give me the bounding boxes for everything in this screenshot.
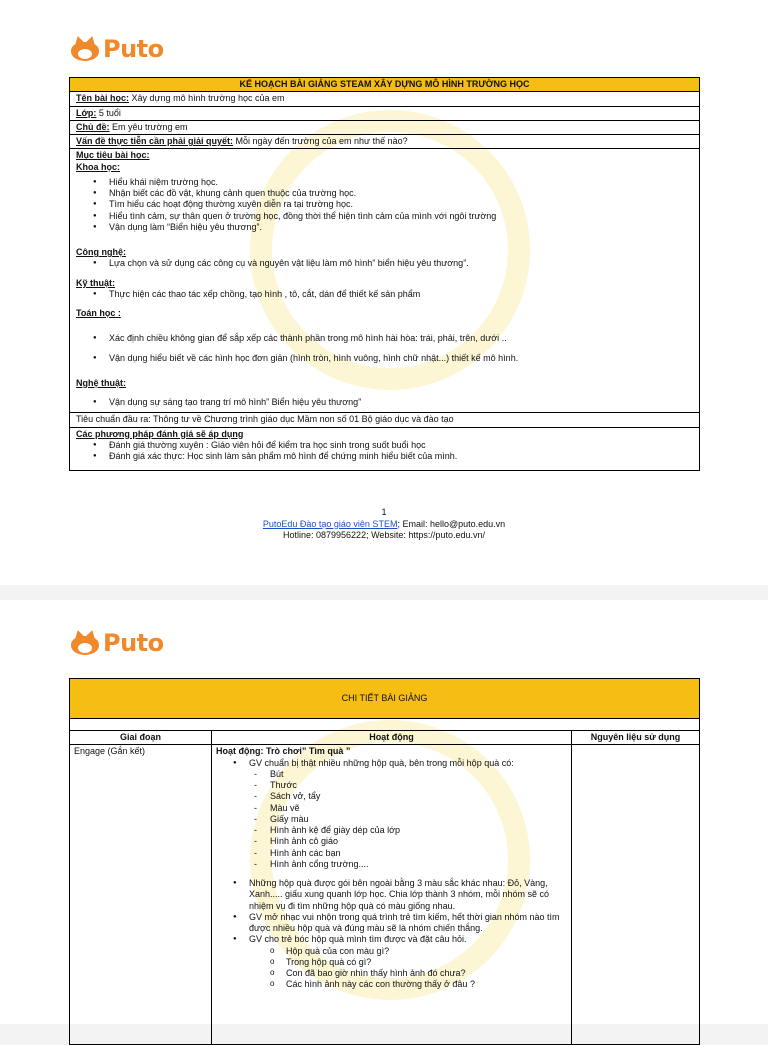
gift-item: - Sách vở, tẩy xyxy=(216,791,567,802)
assessment-label: Các phương pháp đánh giá sẽ áp dụng xyxy=(76,428,244,439)
footer-hotline: Hotline: 0879956222; Website: https://puto.edu.vn/ xyxy=(283,530,485,541)
gift-item: - Hình ảnh cổng trường.... xyxy=(216,859,567,870)
list-item: ● Vận dụng sự sáng tạo trang trí mô hình” Biển hiệu yêu thương” xyxy=(76,397,693,408)
lesson-plan-table xyxy=(69,77,700,471)
problem-row: Vấn đề thực tiễn cần phải giải quyết: Mỗi ngày đến trường của em như thế nào? xyxy=(70,135,700,149)
blank-row xyxy=(70,719,700,731)
list-item: ● Tìm hiểu các hoạt động thường xuyên diễn ra tại trường học. xyxy=(76,199,693,210)
page-footer xyxy=(0,507,768,542)
gift-item: - Hình ảnh cô giáo xyxy=(216,836,567,847)
page-number: 1 xyxy=(381,507,387,517)
list-item: ● Vận dụng hiểu biết về các hình học đơn giản (hình tròn, hình vuông, hình chữ nhật...) thiết kế mô hình. xyxy=(76,353,693,364)
topic-row: Chủ đề: Em yêu trường em xyxy=(70,120,700,134)
list-item: ● Nhận biết các đồ vật, khung cảnh quen thuộc của trường học. xyxy=(76,188,693,199)
column-header-materials: Nguyên liệu sử dụng xyxy=(572,731,700,745)
gift-item: - Thước xyxy=(216,780,567,791)
activity-title: Hoạt động: Trò chơi” Tìm quà ” xyxy=(216,746,351,757)
puto-logo xyxy=(70,34,164,64)
list-item: ● Đánh giá xác thực: Học sinh làm sản phẩm mô hình để chứng minh hiểu biết của mình. xyxy=(76,451,693,462)
column-header-stage: Giai đoạn xyxy=(70,731,212,745)
question-item: o Con đã bao giờ nhìn thấy hình ảnh đó chưa? xyxy=(216,968,567,979)
lesson-detail-title: CHI TIẾT BÀI GIẢNG xyxy=(70,679,700,719)
class-row: Lớp: 5 tuổi xyxy=(70,106,700,120)
lesson-plan-title: KẾ HOẠCH BÀI GIẢNG STEAM XÂY DỰNG MÔ HÌNH TRƯỜNG HỌC xyxy=(70,78,700,92)
stage-cell: Engage (Gắn kết) xyxy=(70,745,212,1045)
science-label: Khoa học: xyxy=(76,161,120,172)
list-item: ● Thực hiện các thao tác xếp chồng, tạo hình , tô, cắt, dán để thiết kế sản phẩm xyxy=(76,289,693,300)
question-item: o Hộp quà của con màu gì? xyxy=(216,946,567,957)
list-item: ● GV cho trẻ bóc hộp quà mình tìm được và đặt câu hỏi. xyxy=(216,934,567,945)
engineering-label: Kỹ thuật: xyxy=(76,277,115,288)
puto-logo xyxy=(70,628,164,658)
assessment-cell xyxy=(70,427,700,471)
list-item: ● Những hộp quà được gói bên ngoài bằng 3 màu sắc khác nhau: Đỏ, Vàng, Xanh..... giấu xung quanh lớp học. Chia lớp thành 3 nhóm, mỗi nhóm sẽ có nhiệm vụ đi tìm những hộp quà có màu giống nhau. xyxy=(216,878,567,912)
art-label: Nghệ thuật: xyxy=(76,377,126,388)
list-item: ● Xác định chiều không gian để sắp xếp các thành phần trong mô hình hài hòa: trái, phải, trên, dưới .. xyxy=(76,333,693,344)
gift-item: - Hình ảnh kệ để giày dép của lớp xyxy=(216,825,567,836)
standard-row: Tiêu chuẩn đầu ra: Thông tư về Chương trình giáo dục Mầm non số 01 Bộ giáo dục và đào tạo xyxy=(70,413,700,427)
objectives-label: Mục tiêu bài học: xyxy=(76,150,150,161)
gift-item: - Giấy màu xyxy=(216,814,567,825)
list-item: ● Vận dụng làm “Biển hiệu yêu thương”. xyxy=(76,222,693,233)
list-item: ● Lựa chọn và sử dụng các công cụ và nguyên vật liệu làm mô hình” biển hiệu yêu thương”. xyxy=(76,258,693,269)
list-item: ● GV mở nhạc vui nhộn trong quá trình trẻ tìm kiếm, hết thời gian nhóm nào tìm được nhiều hộp quà và đúng màu sẽ là nhóm chiến thắng. xyxy=(216,912,567,935)
activity-cell xyxy=(212,745,572,1045)
logo-text: Puto xyxy=(103,629,164,657)
lesson-detail-table xyxy=(69,678,700,1045)
question-item: o Trong hộp quà có gì? xyxy=(216,957,567,968)
list-item: ● Đánh giá thường xuyên : Giáo viên hỏi để kiểm tra học sinh trong suốt buổi học xyxy=(76,440,693,451)
technology-label: Công nghệ: xyxy=(76,247,126,257)
gift-item: - Màu vẽ xyxy=(216,803,567,814)
gift-item: - Hình ảnh các bạn xyxy=(216,848,567,859)
objectives-cell xyxy=(70,149,700,413)
list-item: ● Hiểu tình cảm, sự thân quen ở trường học, đồng thời thể hiện tình cảm của mình với ngôi trường xyxy=(76,211,693,222)
fox-logo-icon xyxy=(70,36,100,62)
list-item: ● Hiểu khái niệm trường học. xyxy=(76,177,693,188)
logo-text: Puto xyxy=(103,35,164,63)
question-item: o Các hình ảnh này các con thường thấy ở đâu ? xyxy=(216,979,567,990)
fox-logo-icon xyxy=(70,630,100,656)
materials-cell xyxy=(572,745,700,1045)
column-header-activity: Hoạt động xyxy=(212,731,572,745)
footer-link[interactable]: PutoEdu Đào tạo giáo viên STEM xyxy=(262,518,398,529)
lesson-name-row: Tên bài học: Xây dựng mô hình trường học của em xyxy=(70,92,700,106)
footer-email: ; Email: hello@puto.edu.vn xyxy=(397,518,506,529)
math-label: Toán học : xyxy=(76,308,121,318)
gift-item: - Bút xyxy=(216,769,567,780)
list-item: ● GV chuẩn bị thật nhiều những hộp quà, bên trong mỗi hộp quà có: xyxy=(216,758,567,769)
